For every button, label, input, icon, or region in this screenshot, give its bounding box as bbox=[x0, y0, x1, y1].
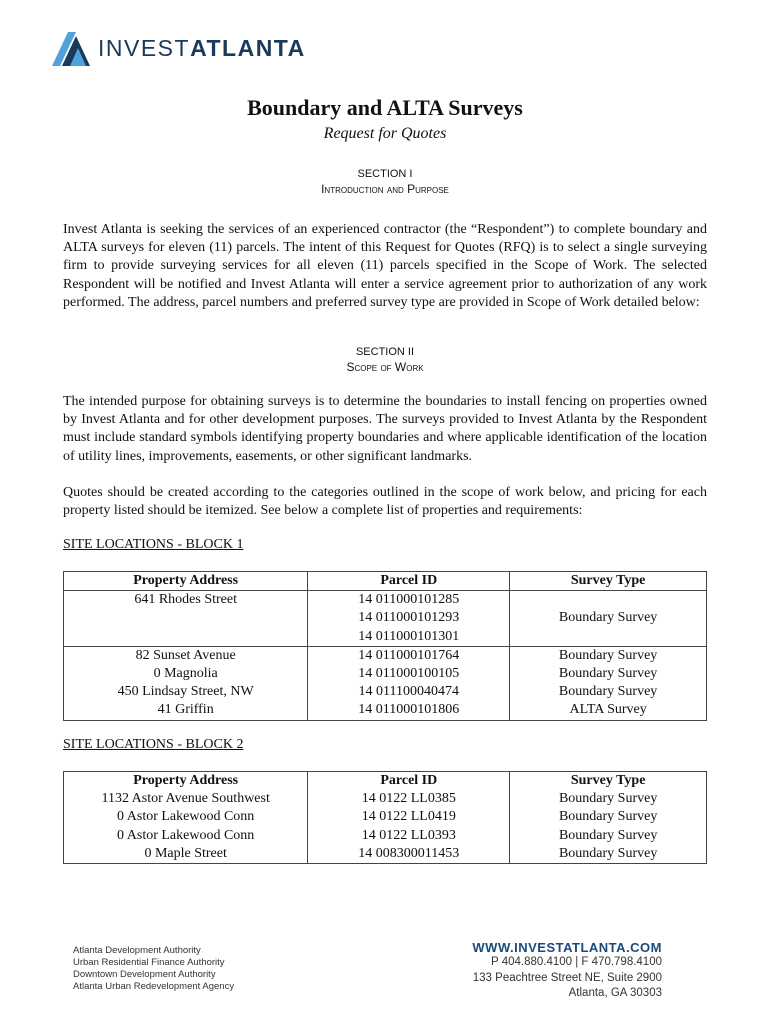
cell-survey: Boundary Survey bbox=[510, 683, 707, 701]
cell-address: 41 Griffin bbox=[64, 701, 308, 720]
cell-address: 0 Astor Lakewood Conn bbox=[64, 808, 308, 826]
table-row bbox=[64, 790, 707, 808]
cell-survey: Boundary Survey bbox=[510, 591, 707, 647]
cell-address: 450 Lindsay Street, NW bbox=[64, 683, 308, 701]
block-2-table bbox=[63, 771, 707, 864]
header-property-address: Property Address bbox=[64, 572, 308, 591]
city-address: Atlanta, GA 30303 bbox=[568, 987, 662, 999]
table-row bbox=[64, 808, 707, 826]
cell-parcel: 14 011000100105 bbox=[308, 665, 510, 683]
table-header-row bbox=[64, 572, 707, 591]
footer-authority-line: Urban Residential Finance Authority bbox=[73, 957, 225, 968]
footer-authority-line: Downtown Development Authority bbox=[73, 969, 216, 980]
cell-address: 641 Rhodes Street bbox=[64, 591, 308, 647]
cell-survey: Boundary Survey bbox=[510, 845, 707, 864]
block-1-table bbox=[63, 571, 707, 721]
cell-parcel: 14 011000101806 bbox=[308, 701, 510, 720]
section-1-heading bbox=[0, 167, 770, 197]
footer-authority-line: Atlanta Development Authority bbox=[73, 945, 201, 956]
document-subtitle: Request for Quotes bbox=[323, 125, 447, 142]
section-2-label: SECTION II bbox=[355, 346, 415, 358]
table-row bbox=[64, 827, 707, 845]
cell-address: 0 Magnolia bbox=[64, 665, 308, 683]
logo-atlanta-text: ATLANTA bbox=[190, 35, 306, 61]
cell-address: 1132 Astor Avenue Southwest bbox=[64, 790, 308, 808]
cell-parcel: 14 0122 LL0393 bbox=[308, 827, 510, 845]
section-2-title: Scope of Work bbox=[346, 360, 424, 374]
block-1-title: SITE LOCATIONS - BLOCK 1 bbox=[63, 537, 244, 552]
footer-authority-line: Atlanta Urban Redevelopment Agency bbox=[73, 981, 235, 992]
document-title: Boundary and ALTA Surveys bbox=[247, 95, 523, 120]
cell-parcel: 14 0122 LL0419 bbox=[308, 808, 510, 826]
table-row bbox=[64, 591, 707, 647]
logo-wordmark bbox=[98, 35, 306, 62]
cell-parcel: 14 011000101285 bbox=[358, 592, 460, 608]
section-2-heading bbox=[0, 345, 770, 375]
cell-survey: Boundary Survey bbox=[510, 808, 707, 826]
cell-parcel: 14 011000101293 bbox=[358, 610, 460, 626]
table-header-row bbox=[64, 772, 707, 791]
cell-survey: Boundary Survey bbox=[510, 646, 707, 665]
header-survey-type: Survey Type bbox=[510, 772, 707, 791]
cell-address: 0 Maple Street bbox=[64, 845, 308, 864]
cell-parcel: 14 008300011453 bbox=[308, 845, 510, 864]
scope-paragraph-2: Quotes should be created according to the categories outlined in the scope of work below, and pricing for each property listed should be itemized. See below a complete list of properties and requirements: bbox=[63, 485, 707, 519]
header-survey-type: Survey Type bbox=[510, 572, 707, 591]
table-row bbox=[64, 845, 707, 864]
cell-survey: Boundary Survey bbox=[510, 790, 707, 808]
cell-address: 82 Sunset Avenue bbox=[64, 646, 308, 665]
header-property-address: Property Address bbox=[64, 772, 308, 791]
cell-parcel: 14 011100040474 bbox=[308, 683, 510, 701]
footer-authorities bbox=[73, 945, 234, 993]
footer-contact bbox=[472, 940, 662, 1002]
header-parcel-id: Parcel ID bbox=[308, 572, 510, 591]
website-link[interactable]: WWW.INVESTATLANTA.COM bbox=[472, 940, 662, 955]
table-row bbox=[64, 701, 707, 720]
cell-survey: Boundary Survey bbox=[510, 665, 707, 683]
table-row bbox=[64, 665, 707, 683]
cell-parcel: 14 011000101764 bbox=[308, 646, 510, 665]
invest-atlanta-logo bbox=[52, 32, 306, 68]
table-row bbox=[64, 683, 707, 701]
intro-paragraph: Invest Atlanta is seeking the services of an experienced contractor (the “Respondent”) to complete boundary and ALTA surveys for eleven (11) parcels. The intent of this Request for Quotes (RFQ) is to select a single surveying firm to provide surveying services for all eleven (11) parcels specified in the Scope of Work. The selected Respondent will be notified and Invest Atlanta will enter a service agreement prior to authorization of any work performed. The address, parcel numbers and preferred survey type are provided in Scope of Work detailed below: bbox=[63, 222, 707, 310]
logo-invest-text: INVEST bbox=[98, 35, 191, 61]
logo-mark-icon bbox=[52, 32, 96, 66]
block-2-title: SITE LOCATIONS - BLOCK 2 bbox=[63, 737, 244, 752]
cell-parcel: 14 0122 LL0385 bbox=[308, 790, 510, 808]
scope-paragraph-1: The intended purpose for obtaining surveys is to determine the boundaries to install fencing on properties owned by Invest Atlanta and for other development purposes. The surveys provided to Invest Atlanta by the Respondent must include standard symbols identifying property boundaries and where applicable identification of the location of utility lines, improvements, easements, or other significant landmarks. bbox=[63, 394, 707, 464]
cell-survey: Boundary Survey bbox=[510, 827, 707, 845]
header-parcel-id: Parcel ID bbox=[308, 772, 510, 791]
cell-parcel: 14 011000101301 bbox=[358, 628, 460, 644]
phone-fax: P 404.880.4100 | F 470.798.4100 bbox=[491, 956, 662, 968]
table-row bbox=[64, 646, 707, 665]
street-address: 133 Peachtree Street NE, Suite 2900 bbox=[472, 971, 662, 984]
section-1-label: SECTION I bbox=[357, 168, 413, 180]
cell-survey: ALTA Survey bbox=[510, 701, 707, 720]
section-1-title: Introduction and Purpose bbox=[321, 182, 449, 196]
cell-parcel-group bbox=[308, 591, 510, 647]
cell-address: 0 Astor Lakewood Conn bbox=[64, 827, 308, 845]
